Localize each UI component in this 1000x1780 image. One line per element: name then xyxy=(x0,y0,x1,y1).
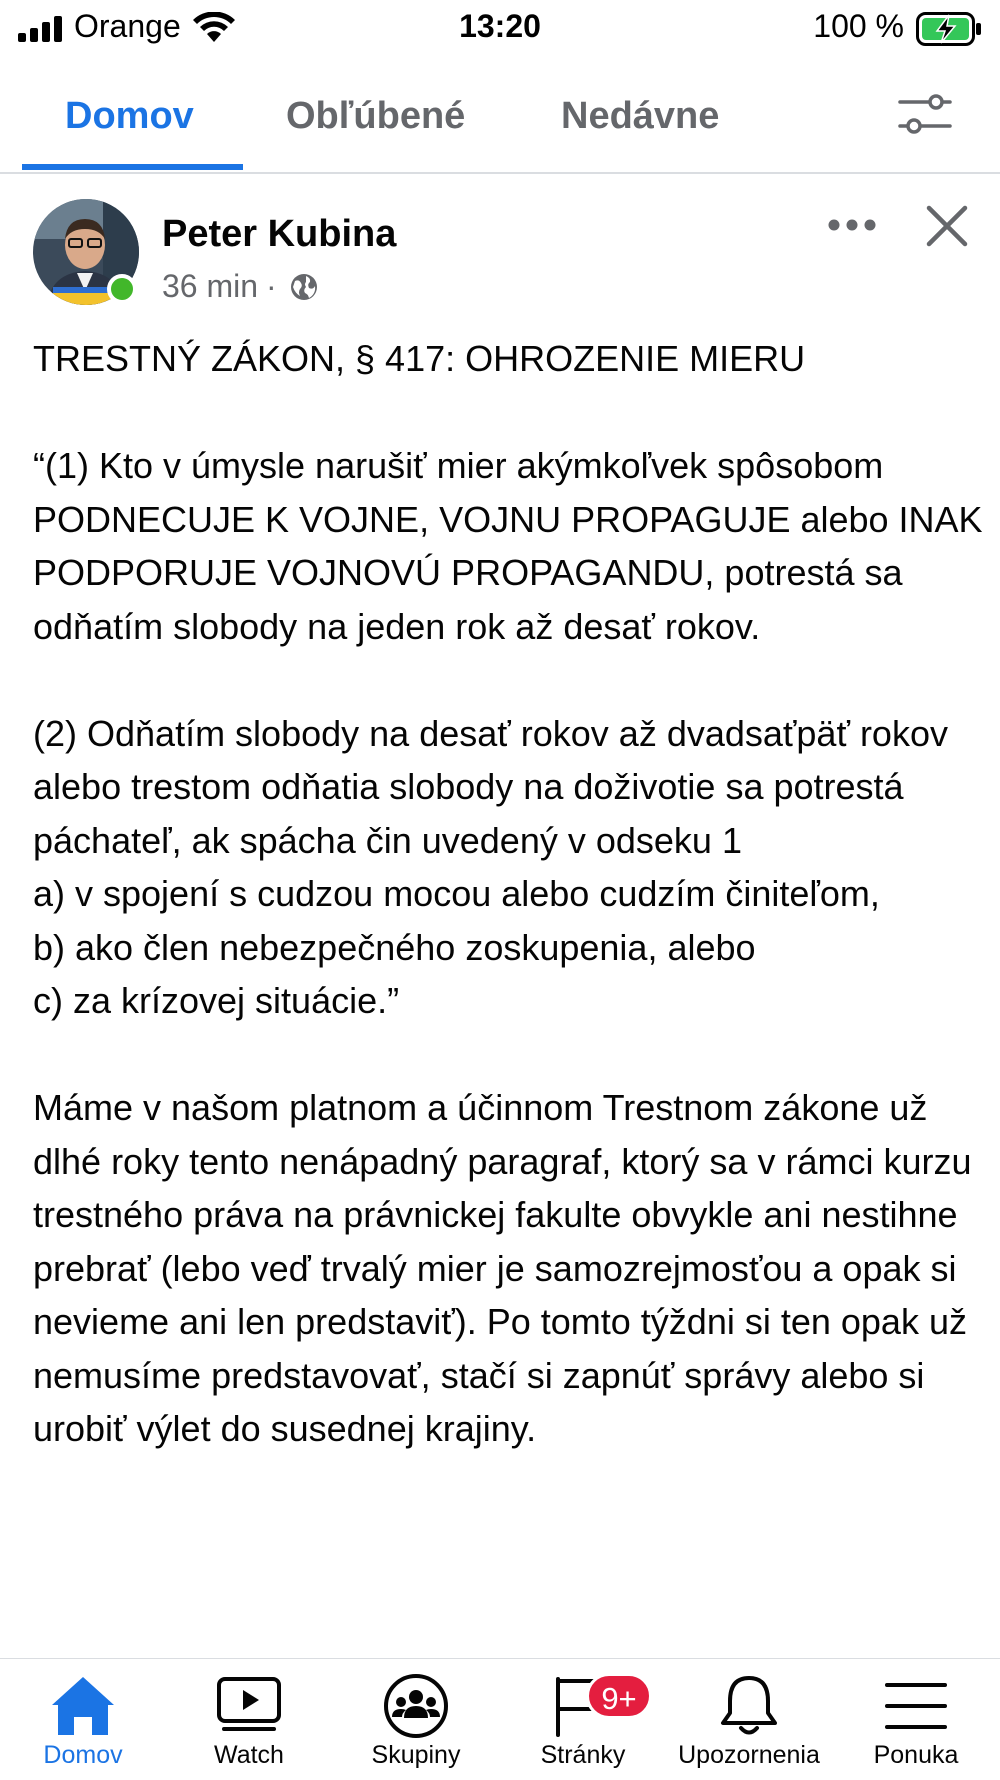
nav-skupiny[interactable] xyxy=(333,1659,499,1780)
clock: 13:20 xyxy=(459,8,541,44)
nav-label: Upozornenia xyxy=(678,1741,820,1769)
carrier-name: Orange xyxy=(74,8,181,44)
notification-badge: 9+ xyxy=(586,1673,652,1719)
nav-label: Stránky xyxy=(540,1741,626,1769)
post-paragraph: TRESTNÝ ZÁKON, § 417: OHROZENIE MIERU xyxy=(33,338,806,379)
nav-upozornenia[interactable] xyxy=(666,1659,832,1780)
active-tab-indicator xyxy=(22,164,243,170)
nav-watch[interactable] xyxy=(166,1659,332,1780)
tab-nedavne[interactable]: Nedávne xyxy=(561,95,720,137)
meta-separator: · xyxy=(266,268,277,304)
groups-icon xyxy=(381,1673,451,1739)
more-options-icon[interactable] xyxy=(826,210,878,240)
online-status-dot xyxy=(107,274,137,304)
tab-oblubene[interactable]: Obľúbené xyxy=(286,95,466,137)
watch-icon xyxy=(214,1673,284,1739)
tab-domov[interactable]: Domov xyxy=(65,95,194,137)
battery-percent: 100 % xyxy=(813,8,904,44)
nav-domov[interactable] xyxy=(0,1659,166,1780)
post-paragraph: (2) Odňatím slobody na desať rokov až dvadsaťpäť rokov alebo trestom odňatia slobody na doživotie sa potrestá páchateľ, ak spácha čin uvedený v odseku 1 a) v spojení s cudzou mocou alebo cudzím činiteľom, b) ako člen nebezpečného zoskupenia, alebo c) za krízovej situácie.” xyxy=(33,712,948,1021)
menu-icon xyxy=(881,1673,951,1739)
battery-charging-icon xyxy=(916,12,982,46)
top-tabs xyxy=(0,60,1000,174)
post-meta xyxy=(162,268,319,305)
post-paragraph: “(1) Kto v úmysle narušiť mier akýmkoľvek spôsobom PODNECUJE K VOJNE, VOJNU PROPAGUJE alebo INAK PODPORUJE VOJNOVÚ PROPAGANDU, potrestá sa odňatím slobody na jeden rok až desať rokov. xyxy=(33,445,983,647)
close-icon[interactable] xyxy=(924,203,970,249)
nav-ponuka[interactable] xyxy=(833,1659,999,1780)
status-bar xyxy=(0,0,1000,60)
post-text xyxy=(33,332,983,1456)
home-icon xyxy=(48,1673,118,1739)
nav-label: Watch xyxy=(214,1741,284,1769)
bell-icon xyxy=(714,1673,784,1739)
filter-settings-icon[interactable] xyxy=(898,90,952,140)
nav-label: Domov xyxy=(43,1741,123,1769)
post-timestamp[interactable]: 36 min xyxy=(162,268,259,304)
post-paragraph: Máme v našom platnom a účinnom Trestnom zákone už dlhé roky tento nenápadný paragraf, ktorý sa v rámci kurzu trestného práva na právnickej fakulte obvykle ani nestihne prebrať (lebo veď trvalý mier je samozrejmosťou a opak si nevieme ani len predstaviť). Po tomto týždni si ten opak už nemusíme predstavovať, stačí si zapnúť správy alebo si urobiť výlet do susednej krajiny. xyxy=(33,1087,972,1449)
bottom-navigation xyxy=(0,1658,1000,1780)
public-globe-icon xyxy=(289,272,319,302)
nav-label: Ponuka xyxy=(873,1741,959,1769)
nav-stranky[interactable] xyxy=(500,1659,666,1780)
post-author-name[interactable]: Peter Kubina xyxy=(162,213,397,255)
nav-label: Skupiny xyxy=(371,1741,461,1769)
